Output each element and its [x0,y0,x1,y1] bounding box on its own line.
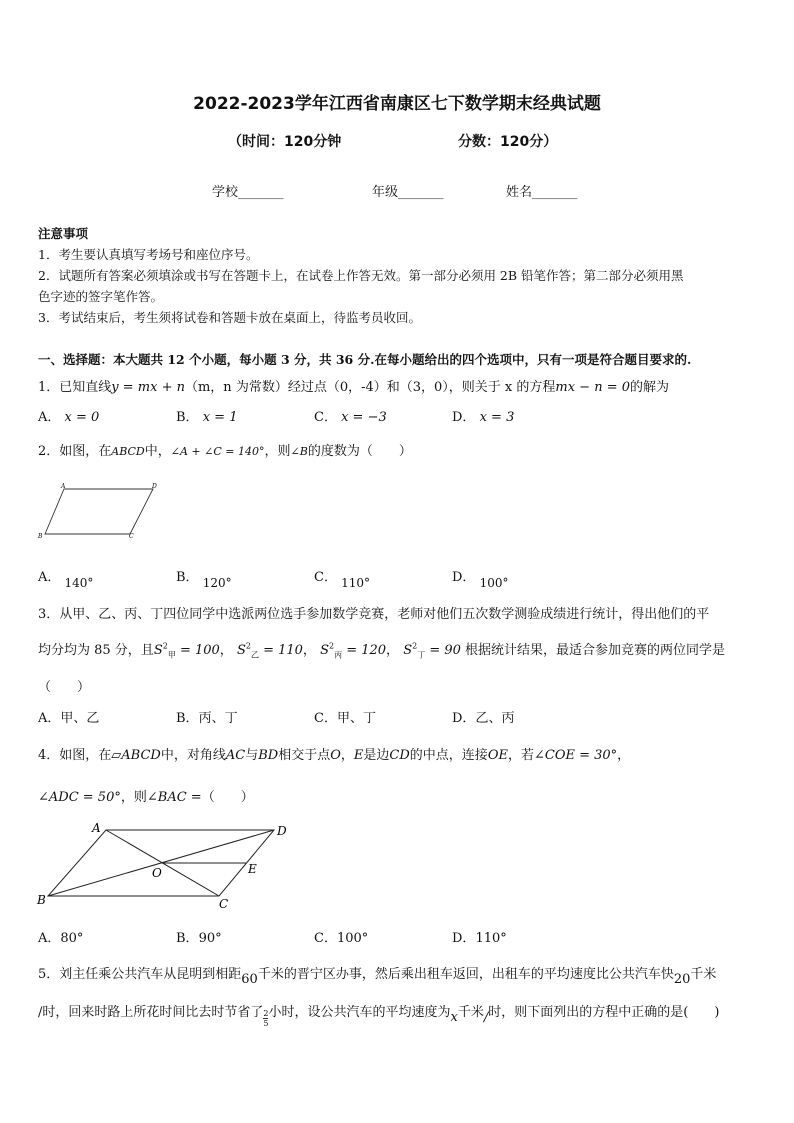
q5-text: 千米 [690,967,717,982]
option-value: 90° [198,931,222,946]
page-title: 2022-2023学年江西省南康区七下数学期末经典试题 [193,94,601,114]
question-2 [38,440,412,459]
q4-text: ，则 [120,790,147,805]
q2-figure [36,482,166,542]
q4-text: ，若 [507,748,534,763]
q3-sub-jia: 甲 [167,650,176,660]
q2-option-c[interactable] [314,566,370,590]
q2-option-a[interactable] [38,566,94,590]
parallelogram-shape [45,489,153,534]
q2-option-d[interactable] [452,566,509,590]
q5-text: 5．刘主任乘公共汽车从昆明到相距 [38,967,242,982]
option-value: 丙、丁 [198,711,238,726]
q4-text: ， [340,748,354,763]
fig-label-c: C [129,533,134,540]
q1-line-equation: y = mx + n [111,380,185,395]
q1-option-a[interactable] [38,406,99,425]
section-heading: 一、选择题：本大题共 12 个小题，每小题 3 分，共 36 分.在每小题给出的四个选项中，只有一项是符合题目要求的. [38,352,692,367]
q3-text: 根据统计结果，最适合参加竞赛的两位同学是 [465,643,726,658]
fig-label-e: E [248,862,257,876]
q2-angle-b: ∠B [290,445,308,458]
q5-distance: 60 [241,972,258,987]
note-item: 色字迹的签字笔作答。 [38,289,164,304]
q5-fraction [263,1009,268,1028]
option-value: 110° [341,576,370,590]
option-value: 80° [60,931,84,946]
note-item: 1．考生要认真填写考场号和座位序号。 [38,247,259,262]
option-letter: C． [314,410,337,425]
option-letter: A． [38,931,61,946]
fraction-numerator: 2 [263,1009,269,1018]
q4-text: 中，对角线 [160,748,226,763]
q3-variance-yi: = 110 [263,643,303,658]
option-letter: A． [38,410,61,425]
option-value: x = 0 [64,410,100,425]
q3-option-d[interactable] [452,707,514,726]
question-1 [38,376,669,395]
grade-field: 年级_______ [372,185,444,200]
exam-time: （时间：120分钟 [228,134,342,150]
q3-sub-ding: 丁 [417,650,426,660]
q5-slash: / [483,1010,489,1025]
fig-label-b: B [38,533,43,540]
option-letter: B． [176,410,199,425]
q3-option-b[interactable] [176,707,238,726]
q4-option-a[interactable] [38,927,83,946]
fig-label-o: O [152,866,162,880]
school-field: 学校_______ [212,185,284,200]
option-letter: C． [314,711,337,726]
q4-text: ， [617,748,631,763]
q2-text: 的度数为（ ） [307,444,412,459]
option-value: x = 1 [202,410,238,425]
question-3-line-1: 3．从甲、乙、丙、丁四位同学中选派两位选手参加数学竞赛，老师对他们五次数学测验成绩进行统计，得出他们的平 [38,607,710,622]
q3-option-c[interactable] [314,707,376,726]
q3-variance-jia: = 100 [179,643,220,658]
notes-heading: 注意事项 [38,226,89,241]
fig-label-b: B [37,893,46,907]
q1-text: 1．已知直线 [38,380,112,395]
fraction-denominator: 5 [263,1019,269,1028]
q3-sub-yi: 乙 [250,650,259,660]
q4-angle-adc: ∠ADC = 50° [38,790,121,805]
option-value: x = −3 [341,410,387,425]
q4-figure [34,818,296,910]
q5-speed-diff: 20 [673,972,691,987]
q4-text: 相交于点 [278,748,331,763]
option-letter: B． [176,931,199,946]
q4-bd: BD [258,748,279,763]
note-item: 2．试题所有答案必须填涂或书写在答题卡上，在试卷上作答无效。第一部分必须用 2B 铅笔作答；第二部分必须用黑 [38,268,684,283]
option-value: 140° [64,576,94,590]
q5-text: 时，则下面列出的方程中正确的是( ) [488,1005,720,1020]
q1-equation: mx − n = 0 [555,380,631,395]
option-value: x = 3 [479,410,515,425]
q1-option-b[interactable] [176,406,237,425]
q2-text: ，则 [264,444,291,459]
question-4-line-1 [38,744,630,763]
q4-option-b[interactable] [176,927,222,946]
exam-score: 分数：120分） [458,134,558,150]
question-4-line-2 [38,786,254,805]
option-value: 100° [336,931,369,946]
q2-angle-sum: ∠A + ∠C = 140° [170,445,265,458]
fig-label-a: A [61,483,66,490]
note-item: 3．考试结束后，考生须将试卷和答题卡放在桌面上，待监考员收回。 [38,310,421,325]
option-value: 甲、乙 [60,711,100,726]
q4-text: 是边 [363,748,390,763]
q3-text: 均分均为 85 分，且 [38,643,154,658]
q2-option-b[interactable] [176,566,232,590]
option-value: 120° [202,576,232,590]
fig-label-d: D [277,824,287,838]
question-5-line-1 [38,963,717,987]
option-value: 乙、丙 [475,711,515,726]
q4-text: 与 [245,748,259,763]
q5-variable-x: x [450,1010,458,1025]
option-letter: B． [176,570,199,585]
q5-text: 千米的晋宁区办事，然后乘出租车返回，出租车的平均速度比公共汽车快 [257,967,674,982]
q4-o: O [330,748,341,763]
option-letter: A． [38,570,61,585]
option-letter: D． [452,410,476,425]
q4-text: （ ） [201,790,254,805]
q4-ac: AC [225,748,246,763]
q4-option-d[interactable] [452,927,507,946]
option-letter: C． [314,931,337,946]
q4-option-c[interactable] [314,927,368,946]
fig-label-a: A [92,821,101,835]
q4-parallelogram: ▱ABCD [111,748,161,763]
q5-text: 千米 [457,1005,484,1020]
q1-text: 的解为 [630,380,670,395]
q1-option-d[interactable] [452,406,514,425]
q4-angle-bac: ∠BAC = [146,790,202,805]
question-3-line-3: （ ） [38,680,91,695]
q4-cd: CD [389,748,410,763]
fig-label-c: C [219,897,229,910]
q3-variance-bing: = 120 [346,643,387,658]
option-letter: D． [452,570,476,585]
fig-label-d: D [152,483,157,490]
q3-sub-bing: 丙 [334,650,343,660]
q5-text: /时，回来时路上所花时间比去时节省了 [38,1005,264,1020]
q5-text: 小时，设公共汽车的平均速度为 [268,1005,451,1020]
option-letter: D． [452,711,476,726]
option-letter: B． [176,711,199,726]
option-value: 甲、丁 [336,711,376,726]
question-3-line-2: 均分均为 85 分，且$S^2_甲 = 100$， $S^2_乙 = 110$， $S^2_丙 = 120$， $S^2_丁 = 90$ 根据统计结果，最适合参加竞赛的两位同学是 [38,641,726,660]
q4-angle-coe: ∠COE = 30° [533,748,618,763]
option-value: 100° [479,576,509,590]
q4-oe: OE [487,748,508,763]
name-field: 姓名_______ [506,185,578,200]
q4-text: 的中点，连接 [409,748,488,763]
q1-text: （m，n 为常数）经过点（0，-4）和（3，0），则关于 x 的方程 [184,380,556,395]
q3-variance-ding: = 90 [429,643,461,658]
q2-text: 中， [144,444,171,459]
option-letter: C． [314,570,337,585]
q2-text: 2．如图，在 [38,444,112,459]
q4-text: 4．如图，在 [38,748,112,763]
question-5-line-2 [38,1001,720,1028]
q3-option-a[interactable] [38,707,99,726]
option-letter: D． [452,931,476,946]
q2-shape-name: ABCD [111,445,145,458]
option-letter: A． [38,711,61,726]
option-value: 110° [475,931,507,946]
q4-e: E [353,748,364,763]
q1-option-c[interactable] [314,406,387,425]
